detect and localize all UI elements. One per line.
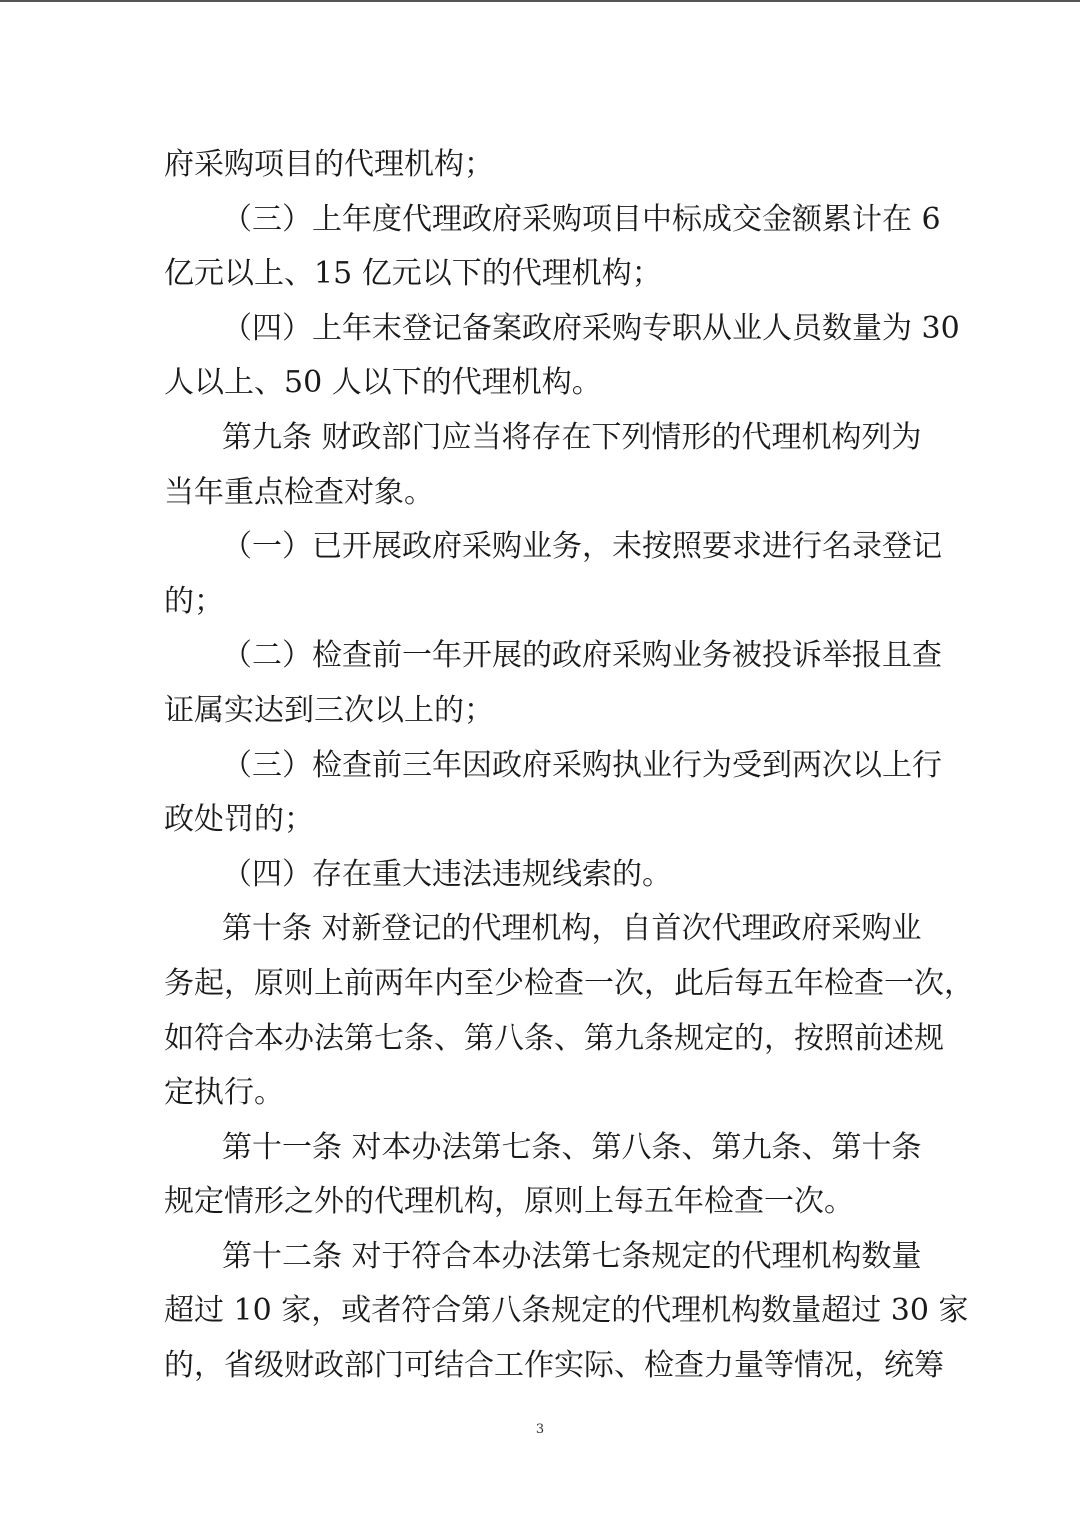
text-line: 第九条 财政部门应当将存在下列情形的代理机构列为: [222, 419, 922, 455]
text-line: 人以上、50 人以下的代理机构。: [164, 365, 602, 401]
document-body: [164, 138, 974, 1394]
text-line: 第十二条 对于符合本办法第七条规定的代理机构数量: [222, 1238, 922, 1274]
text-line: （三）检查前三年因政府采购执业行为受到两次以上行: [222, 747, 942, 783]
text-line: （二）检查前一年开展的政府采购业务被投诉举报且查: [222, 638, 942, 674]
text-line: （一）已开展政府采购业务，未按照要求进行名录登记: [222, 529, 942, 565]
text-line: 的，省级财政部门可结合工作实际、检查力量等情况，统筹: [164, 1348, 944, 1384]
text-line: 政处罚的；: [164, 802, 314, 838]
text-line: 当年重点检查对象。: [164, 474, 434, 510]
text-line: 第十一条 对本办法第七条、第八条、第九条、第十条: [222, 1129, 922, 1165]
text-line: 府采购项目的代理机构；: [164, 147, 494, 182]
text-line: （四）上年末登记备案政府采购专职从业人员数量为 30: [222, 310, 960, 346]
text-line: 超过 10 家，或者符合第八条规定的代理机构数量超过 30 家: [164, 1293, 969, 1329]
top-border-line: [0, 0, 1080, 2]
text-line: （三）上年度代理政府采购项目中标成交金额累计在 6: [222, 201, 941, 237]
text-line: 亿元以上、15 亿元以下的代理机构；: [164, 256, 662, 292]
text-line: 第十条 对新登记的代理机构，自首次代理政府采购业: [222, 911, 922, 947]
text-line: 证属实达到三次以上的；: [164, 692, 494, 728]
text-line: 的；: [164, 583, 224, 619]
page-number: 3: [535, 1422, 545, 1437]
text-line: 如符合本办法第七条、第八条、第九条规定的，按照前述规: [164, 1020, 944, 1056]
text-line: 务起，原则上前两年内至少检查一次，此后每五年检查一次，: [164, 965, 974, 1001]
text-line: 规定情形之外的代理机构，原则上每五年检查一次。: [164, 1184, 854, 1220]
text-line: （四）存在重大违法违规线索的。: [222, 856, 672, 892]
text-line: 定执行。: [164, 1075, 284, 1111]
